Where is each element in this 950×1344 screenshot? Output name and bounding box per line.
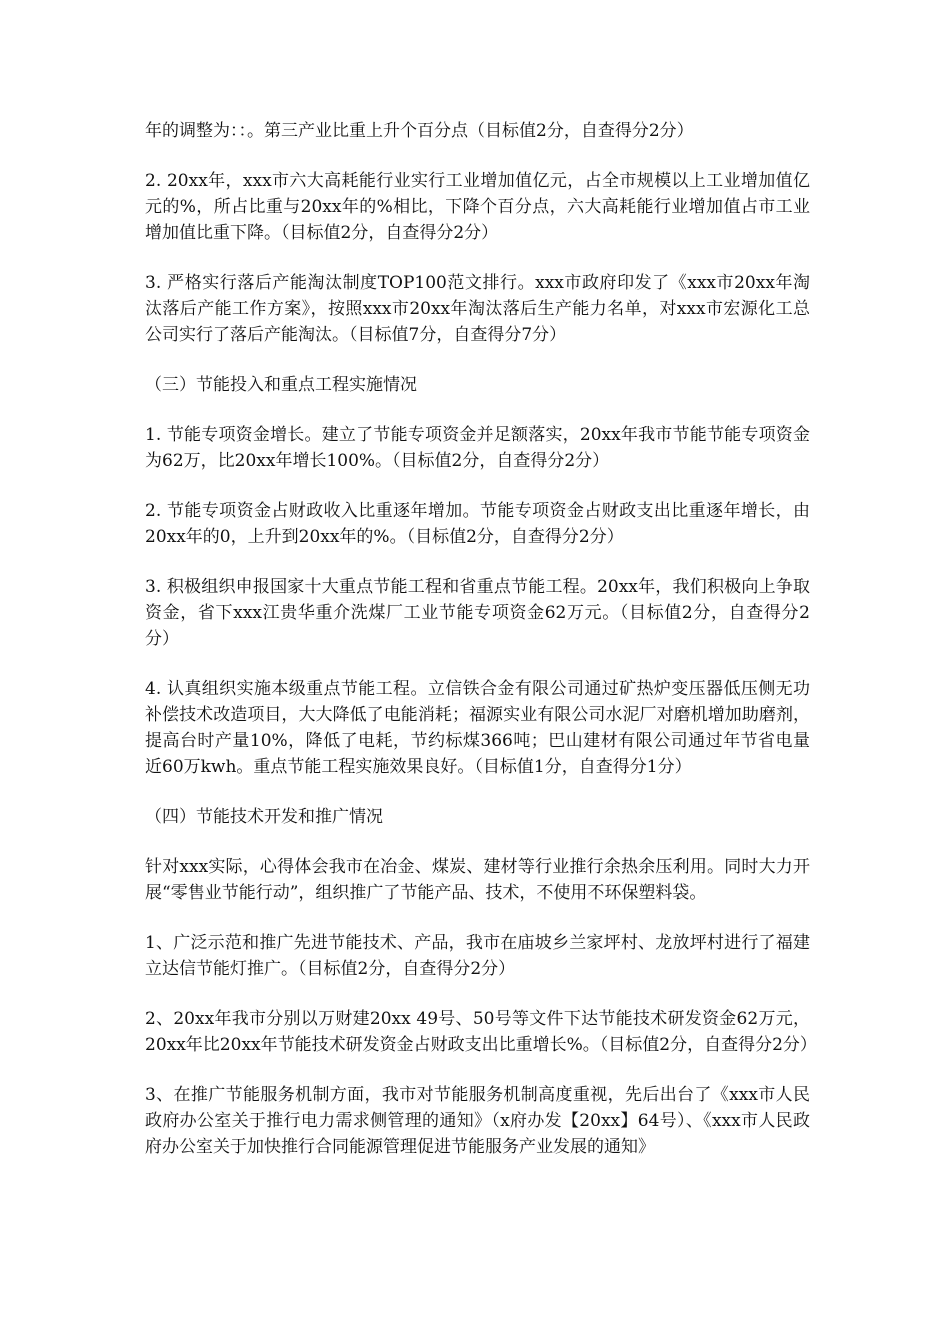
paragraph-capacity-elimination: 3. 严格实行落后产能淘汰制度TOP100范文排行。xxx市政府印发了《xxx市20xx年淘汰落后产能工作方案》，按照xxx市20xx年淘汰落后生产能力名单，对xxx市宏源化工总公司实行了落后产能淘汰。（目标值7分，自查得分7分）: [145, 273, 810, 345]
paragraph-national-projects: 3. 积极组织申报国家十大重点节能工程和省重点节能工程。20xx年，我们积极向上争取资金，省下xxx江贵华重介洗煤厂工业节能专项资金62万元。（目标值2分，自查得分2分）: [145, 577, 810, 649]
paragraph-technology-intro: 针对xxx实际，心得体会我市在冶金、煤炭、建材等行业推行余热余压利用。同时大力开展“零售业节能行动”，组织推广了节能产品、技术，不使用不环保塑料袋。: [145, 857, 810, 903]
paragraph-service-mechanism: 3、在推广节能服务机制方面，我市对节能服务机制高度重视，先后出台了《xxx市人民政府办公室关于推行电力需求侧管理的通知》（x府办发【20xx】64号）、《xxx市人民政府办公室关于加快推行合同能源管理促进节能服务产业发展的通知》: [145, 1085, 810, 1157]
paragraph-high-energy-industries: 2. 20xx年，xxx市六大高耗能行业实行工业增加值亿元，占全市规模以上工业增加值亿元的%，所占比重与20xx年的%相比，下降个百分点，六大高耗能行业增加值占市工业增加值比重下降。（目标值2分，自查得分2分）: [145, 171, 810, 243]
section-heading-technology: （四）节能技术开发和推广情况: [145, 807, 383, 827]
paragraph-rd-funding: 2、20xx年我市分别以万财建20xx 49号、50号等文件下达节能技术研发资金62万元，20xx年比20xx年节能技术研发资金占财政支出比重增长%。（目标值2分，自查得分2分）: [145, 1009, 817, 1055]
paragraph-demo-promotion: 1、广泛示范和推广先进节能技术、产品，我市在庙坡乡兰家坪村、龙放坪村进行了福建立达信节能灯推广。（目标值2分，自查得分2分）: [145, 933, 810, 979]
paragraph-fund-ratio: 2. 节能专项资金占财政收入比重逐年增加。节能专项资金占财政支出比重逐年增长，由20xx年的0，上升到20xx年的%。（目标值2分，自查得分2分）: [145, 501, 810, 547]
paragraph-fund-growth: 1. 节能专项资金增长。建立了节能专项资金并足额落实，20xx年我市节能节能专项资金为62万，比20xx年增长100%。（目标值2分，自查得分2分）: [145, 425, 810, 471]
document-page: [145, 118, 817, 1184]
section-heading-investment: （三）节能投入和重点工程实施情况: [145, 375, 417, 395]
paragraph-local-projects: 4. 认真组织实施本级重点节能工程。立信铁合金有限公司通过矿热炉变压器低压侧无功补偿技术改造项目，大大降低了电能消耗；福源实业有限公司水泥厂对磨机增加助磨剂，提高台时产量10%，降低了电耗，节约标煤366吨；巴山建材有限公司通过年节省电量近60万kwh。重点节能工程实施效果良好。（目标值1分，自查得分1分）: [145, 679, 810, 777]
paragraph-industry-share: 年的调整为：：。第三产业比重上升个百分点（目标值2分，自查得分2分）: [145, 121, 694, 141]
